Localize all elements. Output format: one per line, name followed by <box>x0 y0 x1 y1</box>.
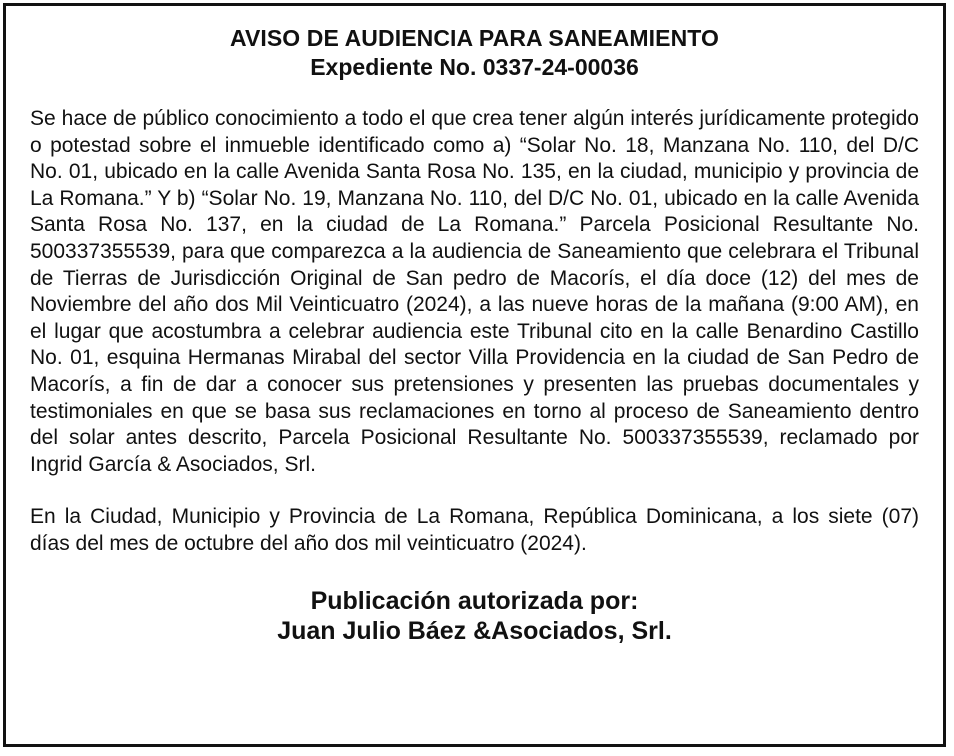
notice-date-paragraph: En la Ciudad, Municipio y Provincia de La Romana, República Dominicana, a los siete (07) días del mes de octubre del año dos mil veinticuatro (2024). <box>30 505 919 555</box>
authorization-label: Publicación autorizada por: <box>310 586 639 615</box>
notice-title: AVISO DE AUDIENCIA PARA SANEAMIENTO <box>229 25 720 51</box>
authorizing-firm: Juan Julio Báez &Asociados, Srl. <box>277 616 672 645</box>
notice-frame <box>3 3 946 747</box>
case-number: Expediente No. 0337-24-00036 <box>310 54 639 80</box>
notice-body-paragraph: Se hace de público conocimiento a todo el que crea tener algún interés jurídicamente protegido o potestad sobre el inmueble identificado como a) “Solar No. 18, Manzana No. 110, del D/C No. 01, ubicado en la calle Avenida Santa Rosa No. 135, en la ciudad, municipio y provincia de La Romana.” Y b) “Solar No. 19, Manzana No. 110, del D/C No. 01, ubicado en la calle Avenida Santa Rosa No. 137, en la ciudad de La Romana.” Parcela Posicional Resultante No. 500337355539, para que comparezca a la audiencia de Saneamiento que celebrara el Tribunal de Tierras de Jurisdicción Original de San pedro de Macorís, el día doce (12) del mes de Noviembre del año dos Mil Veinticuatro (2024), a las nueve horas de la mañana (9:00 AM), en el lugar que acostumbra a celebrar audiencia este Tribunal cito en la calle Benardino Castillo No. 01, esquina Hermanas Mirabal del sector Villa Providencia en la ciudad de San Pedro de Macorís, a fin de dar a conocer sus pretensiones y presenten las pruebas documentales y testimoniales en que se basa sus reclamaciones en torno al proceso de Saneamiento dentro del solar antes descrito, Parcela Posicional Resultante No. 500337355539, reclamado por Ingrid García & Asociados, Srl. <box>30 107 919 476</box>
